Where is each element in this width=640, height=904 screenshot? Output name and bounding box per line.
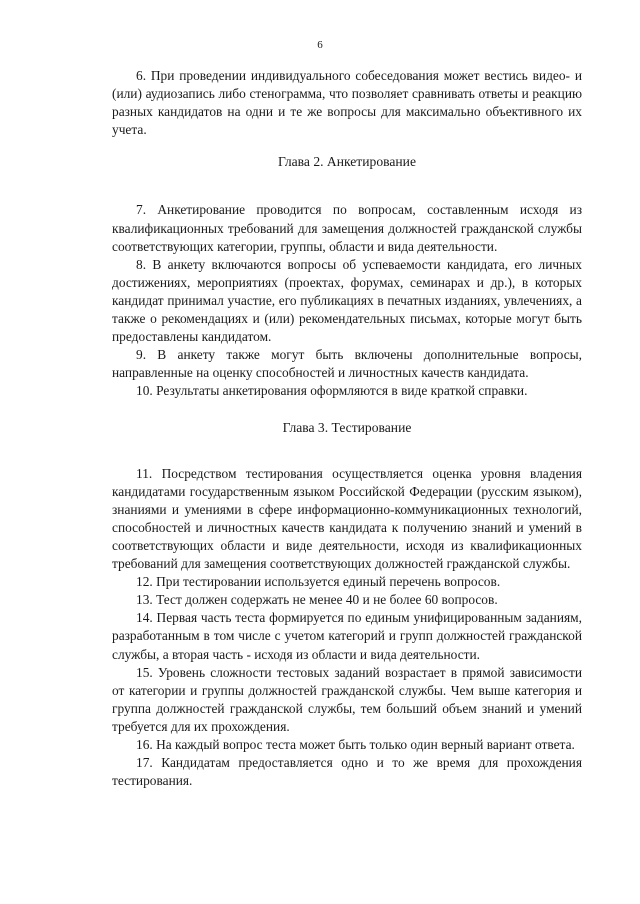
page-number: 6: [317, 39, 323, 51]
chapter-3-title: Глава 3. Тестирование: [282, 419, 412, 435]
paragraph-12: 12. При тестировании используется единый перечень вопросов.: [136, 574, 501, 590]
paragraph-13: 13. Тест должен содержать не менее 40 и не более 60 вопросов.: [136, 592, 498, 608]
paragraph-8: 8. В анкету включаются вопросы об успеваемости кандидата, его личных достижениях, мероприятиях (проектах, форумах, семинарах и др.), в которых кандидат принимал участие, его публикациях в печатных изданиях, увлечениях, а также о рекомендациях и (или) рекомендательных письмах, которые могут быть предоставлены кандидатом.: [112, 256, 582, 345]
paragraph-9: 9. В анкету также могут быть включены дополнительные вопросы, направленные на оценку способностей и личностных качеств кандидата.: [112, 347, 582, 381]
paragraph-14: 14. Первая часть теста формируется по единым унифицированным заданиям, разработанным в том числе с учетом категорий и групп должностей гражданской службы, а вторая часть - исходя из области и вида деятельности.: [112, 610, 582, 662]
paragraph-17: 17. Кандидатам предоставляется одно и то же время для прохождения тестирования.: [112, 755, 582, 789]
paragraph-10: 10. Результаты анкетирования оформляются в виде краткой справки.: [136, 383, 528, 399]
paragraph-7: 7. Анкетирование проводится по вопросам, составленным исходя из квалификационных требований для замещения должностей гражданской службы соответствующих категории, группы, области и вида деятельности.: [112, 202, 582, 254]
document-body: [112, 67, 582, 790]
paragraph-15: 15. Уровень сложности тестовых заданий возрастает в прямой зависимости от категории и группы должностей гражданской службы. Чем выше категория и группа должностей гражданской службы, тем больший объем знаний и умений требуется для их прохождения.: [112, 664, 582, 734]
paragraph-6: 6. При проведении индивидуального собеседования может вестись видео- и (или) аудиозапись либо стенограмма, что позволяет сравнивать ответы и реакцию разных кандидатов на одни и те же вопросы для максимально объективного их учета.: [112, 68, 582, 138]
chapter-2-title: Глава 2. Анкетирование: [278, 154, 416, 170]
paragraph-16: 16. На каждый вопрос теста может быть только один верный вариант ответа.: [136, 737, 575, 752]
paragraph-11: 11. Посредством тестирования осуществляется оценка уровня владения кандидатами государственным языком Российской Федерации (русским языком), знаниями и умениями в сфере информационно-коммуникационных технологий, способностей и личностных качеств кандидата к получению знаний и умений в соответствующих области и виде деятельности, исходя из квалификационных требований для замещения соответствующих должностей гражданской службы.: [112, 465, 582, 572]
